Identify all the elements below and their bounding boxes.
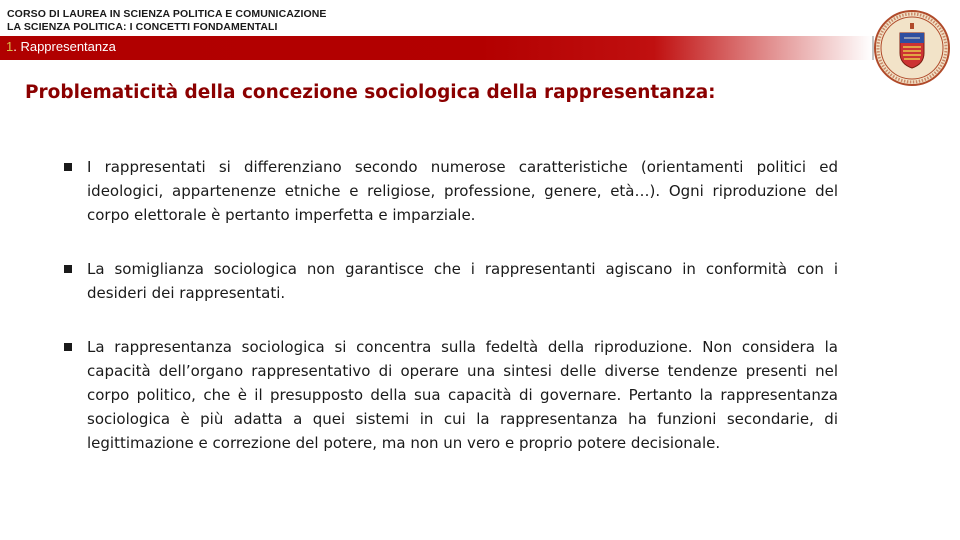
section-bar xyxy=(0,36,872,60)
list-item-text: La somiglianza sociologica non garantisce che i rappresentanti agiscano in conformità con i desideri dei rappresentati. xyxy=(87,260,838,302)
university-seal-icon xyxy=(873,9,951,87)
list-item xyxy=(64,257,838,305)
course-subject: LA SCIENZA POLITICA: I CONCETTI FONDAMENTALI xyxy=(7,21,278,33)
section-label xyxy=(6,39,116,54)
list-item xyxy=(64,335,838,455)
square-bullet-icon xyxy=(64,343,72,351)
square-bullet-icon xyxy=(64,265,72,273)
list-item xyxy=(64,155,838,227)
list-item-text: La rappresentanza sociologica si concentra sulla fedeltà della riproduzione. Non considera la capacità dell’organo rappresentativo di operare una sintesi delle diverse tendenze presenti nel corpo politico, che è il presupposto della sua capacità di governare. Pertanto la rappresentanza sociologica è più adatta a quei sistemi in cui la rappresentanza ha funzioni secondarie, di legittimazione e correzione del potere, ma non un vero e proprio potere decisionale. xyxy=(87,338,838,452)
course-name: CORSO DI LAUREA IN SCIENZA POLITICA E COMUNICAZIONE xyxy=(7,8,327,20)
slide-title: Problematicità della concezione sociologica della rappresentanza: xyxy=(25,82,716,103)
section-number: 1 xyxy=(6,39,14,54)
bullet-list xyxy=(64,155,838,485)
section-title: . Rappresentanza xyxy=(13,39,116,54)
course-header xyxy=(7,8,327,34)
square-bullet-icon xyxy=(64,163,72,171)
list-item-text: I rappresentati si differenziano secondo numerose caratteristiche (orientamenti politici ed ideologici, appartenenze etniche e religiose, professione, genere, età…). Ogni riproduzione del corpo elettorale è pertanto imperfetta e imparziale. xyxy=(87,158,838,224)
